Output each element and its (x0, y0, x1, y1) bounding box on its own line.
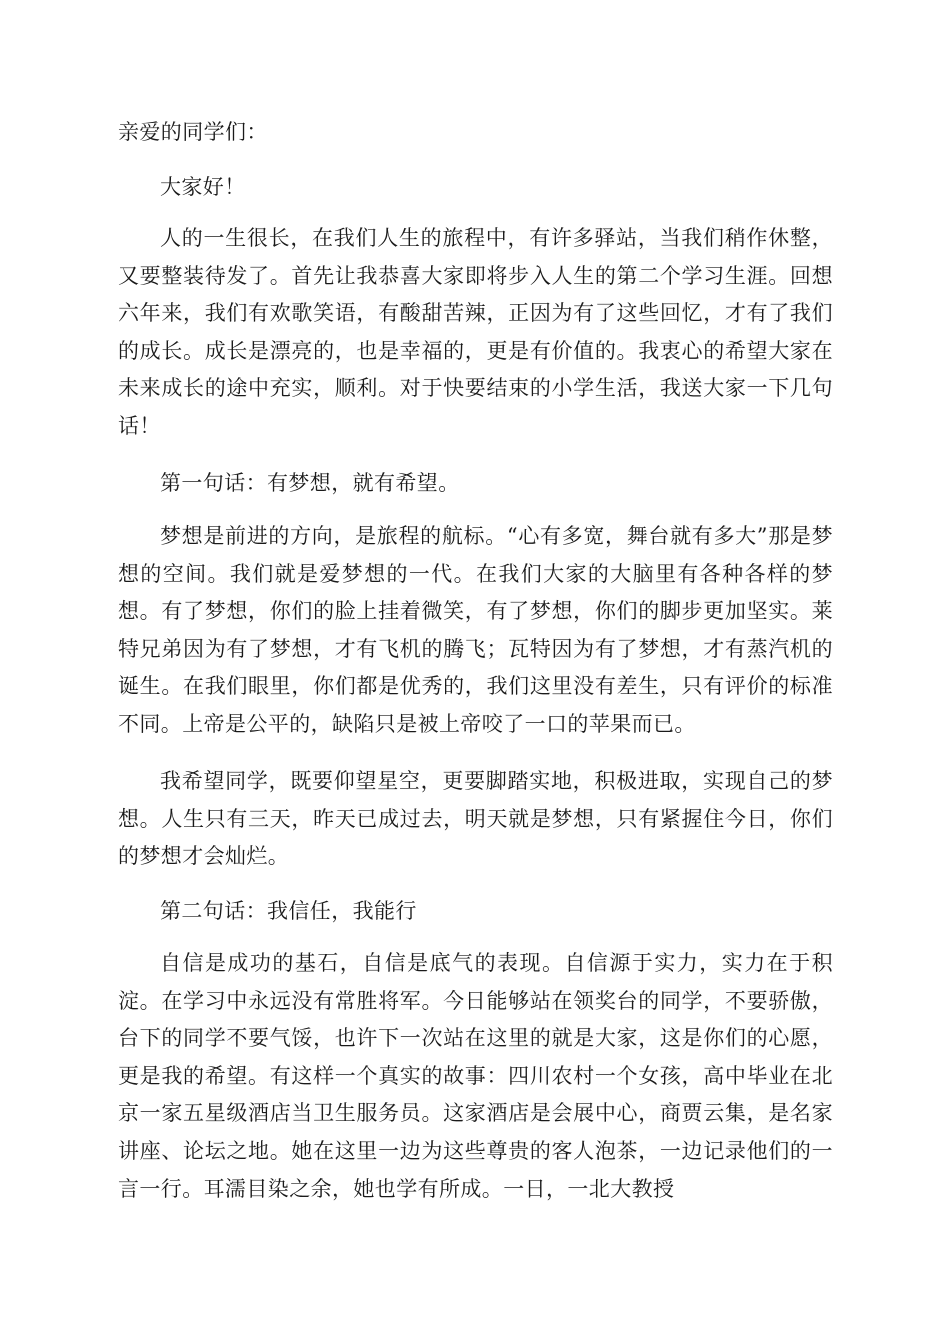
salutation: 亲爱的同学们： (118, 120, 268, 144)
paragraph-confidence: 自信是成功的基石，自信是底气的表现。自信源于实力，实力在于积淀。在学习中永远没有常胜将军。今日能够站在领奖台的同学，不要骄傲，台下的同学不要气馁，也许下一次站在这里的就是大家，这是你们的心愿，更是我的希望。有这样一个真实的故事：四川农村一个女孩，高中毕业在北京一家五星级酒店当卫生服务员。这家酒店是会展中心，商贾云集，是名家讲座、论坛之地。她在这里一边为这些尊贵的客人泡茶，一边记录他们的一言一行。耳濡目染之余，她也学有所成。一日，一北大教授 (118, 951, 833, 1201)
paragraph-dreams: 梦想是前进的方向，是旅程的航标。“心有多宽，舞台就有多大”那是梦想的空间。我们就是爱梦想的一代。在我们大家的大脑里有各种各样的梦想。有了梦想，你们的脸上挂着微笑，有了梦想，你们的脚步更加坚实。莱特兄弟因为有了梦想，才有飞机的腾飞；瓦特因为有了梦想，才有蒸汽机的诞生。在我们眼里，你们都是优秀的，我们这里没有差生，只有评价的标准不同。上帝是公平的，缺陷只是被上帝咬了一口的苹果而已。 (118, 524, 833, 736)
paragraph-hope: 我希望同学，既要仰望星空，更要脚踏实地，积极进取，实现自己的梦想。人生只有三天，昨天已成过去，明天就是梦想，只有紧握住今日，你们的梦想才会灿烂。 (118, 769, 833, 869)
heading-first-saying: 第一句话：有梦想，就有希望。 (160, 471, 460, 495)
paragraph-intro: 人的一生很长，在我们人生的旅程中，有许多驿站，当我们稍作休整，又要整装待发了。首先让我恭喜大家即将步入人生的第二个学习生涯。回想六年来，我们有欢歌笑语，有酸甜苦辣，正因为有了这些回忆，才有了我们的成长。成长是漂亮的，也是幸福的，更是有价值的。我衷心的希望大家在未来成长的途中充实，顺利。对于快要结束的小学生活，我送大家一下几句话！ (118, 226, 833, 438)
paragraph-greeting: 大家好！ (160, 175, 246, 199)
heading-second-saying: 第二句话：我信任，我能行 (160, 899, 417, 923)
